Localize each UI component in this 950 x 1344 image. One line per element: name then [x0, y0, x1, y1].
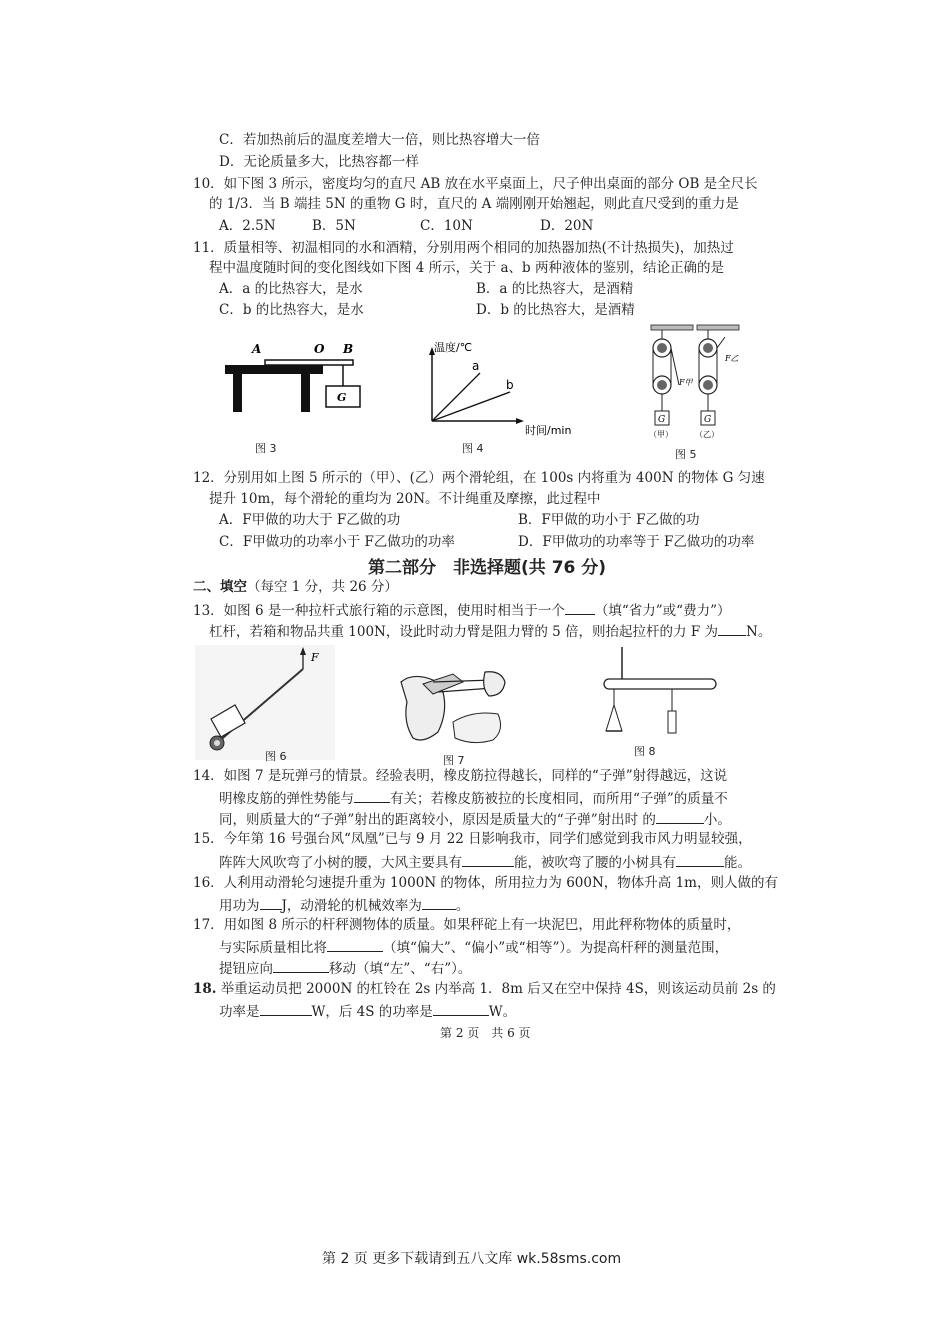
- q15-blank-1[interactable]: [462, 852, 514, 867]
- q17-line1: 17．用如图 8 所示的杆秤测物体的质量。如果秤砣上有一块泥巴，用此秤称物体的质量时，: [193, 917, 741, 933]
- q18-blank-1[interactable]: [260, 1001, 312, 1016]
- figure-4-temperature-graph: [420, 337, 585, 442]
- figure-3-ruler-table: [215, 338, 375, 418]
- rope-right-pull: [717, 337, 725, 348]
- fig5-g2: G: [704, 415, 712, 425]
- q13-text-1b: （填“省力”或“费力”）: [594, 603, 731, 619]
- line-b: [432, 392, 510, 421]
- q11-option-d: D．b 的比热容大，是酒精: [476, 302, 635, 318]
- fig5-force-f1: F甲: [679, 378, 693, 387]
- fig4-label-a: a: [472, 359, 480, 373]
- q15-blank-2[interactable]: [676, 852, 724, 867]
- hand-right: [484, 672, 505, 696]
- q13-blank-1[interactable]: [565, 600, 595, 615]
- fig5-label-left: （甲）: [649, 430, 673, 439]
- fig4-label-b: b: [506, 378, 514, 392]
- figure-6-luggage: [195, 645, 335, 760]
- q16-text-2c: 。: [455, 898, 470, 914]
- q16-line1: 16．人利用动滑轮匀速提升重为 1000N 的物体，所用拉力为 600N，物体升高 1m，则人做的有: [193, 875, 778, 891]
- fig4-xlabel: 时间/min: [525, 424, 572, 437]
- q15-line1: 15．今年第 16 号强台风“凤凰”已与 9 月 22 日影响我市，同学们感觉到我市风力明显较强，: [193, 831, 752, 847]
- q17-text-2b: （填“偏大”、“偏小”或“相等”）。为提高杆秤的测量范围，: [383, 940, 729, 956]
- q18-text-2a: 功率是: [219, 1004, 260, 1020]
- fig3-label-a: A: [252, 342, 262, 356]
- fixed-pulley-right-hub: [703, 343, 713, 353]
- part2-heading: 第二部分 非选择题(共 76 分): [368, 558, 607, 578]
- q16-blank-2[interactable]: [422, 895, 456, 910]
- q14-text-3: 同，则质量大的“子弹”射出的距离较小，原因是质量大的“子弹”射出时 的: [219, 812, 656, 828]
- q12-option-c: C．F甲做功的功率小于 F乙做功的功率: [219, 534, 455, 550]
- q18-blank-2[interactable]: [433, 1001, 489, 1016]
- q15-line2: [219, 852, 751, 872]
- q12-line1: 12．分别用如上图 5 所示的（甲）、(乙）两个滑轮组，在 100s 内将重为 400N 的物体 G 匀速: [193, 470, 765, 486]
- wheel-hub: [214, 740, 220, 746]
- figure-5-pulley-systems: [645, 323, 755, 443]
- q14-text-3b: 小。: [703, 812, 731, 828]
- x-axis-arrow: [516, 418, 524, 424]
- q10-option-b: B．5N: [312, 218, 356, 234]
- fig7-caption: 图 7: [443, 754, 465, 767]
- fig5-caption: 图 5: [675, 448, 697, 461]
- q11-option-a: A．a 的比热容大，是水: [219, 281, 363, 297]
- q17-blank-1[interactable]: [327, 937, 383, 952]
- table-top: [225, 365, 323, 374]
- q18-number: 18.: [193, 981, 217, 997]
- q14-text-2b: 有关；若橡皮筋被拉的长度相同，而所用“子弹”的质量不: [390, 791, 728, 807]
- q10-option-c: C．10N: [420, 218, 473, 234]
- fig8-caption: 图 8: [634, 745, 656, 758]
- figure-8-steelyard: [600, 645, 720, 740]
- figure-7-slingshot: [393, 652, 513, 752]
- q13-text-2b: N。: [746, 624, 772, 640]
- q14-blank-1[interactable]: [354, 788, 390, 803]
- q17-line3: [219, 958, 471, 978]
- section2-heading: [193, 578, 398, 596]
- fig4-caption: 图 4: [462, 442, 484, 455]
- fig3-label-o: O: [314, 342, 325, 356]
- q15-text-2b: 能，被吹弯了腰的小树具有: [514, 855, 676, 871]
- q11-option-c: C．b 的比热容大，是水: [219, 302, 364, 318]
- fig3-caption: 图 3: [255, 442, 277, 455]
- q14-line3: [219, 809, 731, 829]
- q18-line1: [193, 980, 776, 998]
- q18-line2: [219, 1001, 516, 1021]
- ceiling-left: [651, 325, 693, 330]
- fig3-label-g: G: [337, 391, 347, 404]
- q13-text-2a: 杠杆，若箱和物品共重 100N，设此时动力臂是阻力臂的 5 倍，则抬起拉杆的力 F 为: [209, 624, 718, 640]
- q14-line1: 14．如图 7 是玩弹弓的情景。经验表明，橡皮筋拉得越长，同样的“子弹”射得越远，这说: [193, 768, 728, 784]
- fig4-ylabel: 温度/℃: [434, 341, 473, 354]
- q14-blank-2[interactable]: [656, 809, 704, 824]
- line-a: [432, 373, 480, 421]
- q11-line2: 程中温度随时间的变化图线如下图 4 所示，关于 a、b 两种液体的鉴别，结论正确的是: [209, 260, 724, 276]
- q17-text-3b: 移动（填“左”、“右”）。: [329, 961, 472, 977]
- q13-line2: [209, 621, 771, 641]
- q14-line2: [219, 788, 728, 808]
- counterweight: [668, 711, 676, 733]
- q18-text-1: 举重运动员把 2000N 的杠铃在 2s 内举高 1．8m 后又在空中保持 4S，则该运动员前 2s 的: [220, 981, 776, 997]
- q16-blank-1[interactable]: [260, 895, 282, 910]
- q16-text-2a: 用功为: [219, 898, 260, 914]
- q18-text-2c: W。: [488, 1004, 517, 1020]
- q15-text-2c: 能。: [724, 855, 751, 871]
- fig5-force-f2: F乙: [725, 354, 739, 363]
- ceiling-right: [697, 325, 739, 330]
- section2-note: （每空 1 分，共 26 分）: [247, 579, 398, 595]
- section2-title: 二、填空: [193, 579, 247, 595]
- q10-option-a: A．2.5N: [219, 218, 276, 234]
- q17-text-2a: 与实际质量相比将: [219, 940, 327, 956]
- fig6-caption: 图 6: [265, 750, 287, 763]
- q11-line1: 11．质量相等、初温相同的水和酒精，分别用两个相同的加热器加热(不计热损失)，加热过: [193, 240, 734, 256]
- movable-pulley-left-hub: [657, 380, 667, 390]
- fig3-label-b: B: [343, 342, 354, 356]
- arm: [453, 713, 501, 743]
- fig5-g1: G: [658, 415, 666, 425]
- footer-download-note: 第 2 页 更多下载请到五八文库 wk.58sms.com: [322, 1251, 622, 1267]
- q16-line2: [219, 895, 469, 915]
- q9-option-c: C．若加热前后的温度差增大一倍，则比热容增大一倍: [219, 132, 540, 148]
- table-leg-right: [301, 374, 310, 412]
- q13-blank-2[interactable]: [718, 621, 746, 636]
- q10-line2: 的 1/3．当 B 端挂 5N 的重物 G 时，直尺的 A 端刚刚开始翘起，则此直尺受到的重力是: [209, 196, 739, 212]
- steelyard-beam: [604, 679, 716, 689]
- q12-option-d: D．F甲做功的功率等于 F乙做功的功率: [518, 534, 755, 550]
- fixed-pulley-left-hub: [657, 343, 667, 353]
- ruler: [265, 360, 353, 365]
- q17-line2: [219, 937, 728, 957]
- q12-option-b: B．F甲做的功小于 F乙做的功: [518, 512, 700, 528]
- q12-line2: 提升 10m，每个滑轮的重均为 20N。不计绳重及摩擦，此过程中: [209, 491, 601, 507]
- q18-text-2b: W，后 4S 的功率是: [311, 1004, 433, 1020]
- pan: [606, 705, 622, 731]
- rope-left-pull: [671, 348, 679, 385]
- q12-option-a: A．F甲做的功大于 F乙做的功: [219, 512, 401, 528]
- fig6-label-f: F: [311, 651, 319, 664]
- q15-text-2a: 阵阵大风吹弯了小树的腰，大风主要具有: [219, 855, 462, 871]
- q13-text-1a: 13．如图 6 是一种拉杆式旅行箱的示意图，使用时相当于一个: [193, 603, 565, 619]
- page-number: 第 2 页 共 6 页: [440, 1026, 531, 1040]
- q13-line1: [193, 600, 730, 620]
- q17-text-3a: 提钮应向: [219, 961, 273, 977]
- movable-pulley-right-hub: [703, 380, 713, 390]
- q10-option-d: D．20N: [540, 218, 594, 234]
- q14-text-2a: 明橡皮筋的弹性势能与: [219, 791, 354, 807]
- q9-option-d: D．无论质量多大，比热容都一样: [219, 154, 419, 170]
- q17-blank-2[interactable]: [273, 958, 329, 973]
- q10-line1: 10．如下图 3 所示，密度均匀的直尺 AB 放在水平桌面上，尺子伸出桌面的部分 OB 是全尺长: [193, 176, 758, 192]
- q16-text-2b: J，动滑轮的机械效率为: [281, 898, 422, 914]
- q11-option-b: B．a 的比热容大，是酒精: [476, 281, 634, 297]
- table-leg-left: [233, 374, 242, 412]
- fig5-label-right: （乙）: [695, 430, 719, 439]
